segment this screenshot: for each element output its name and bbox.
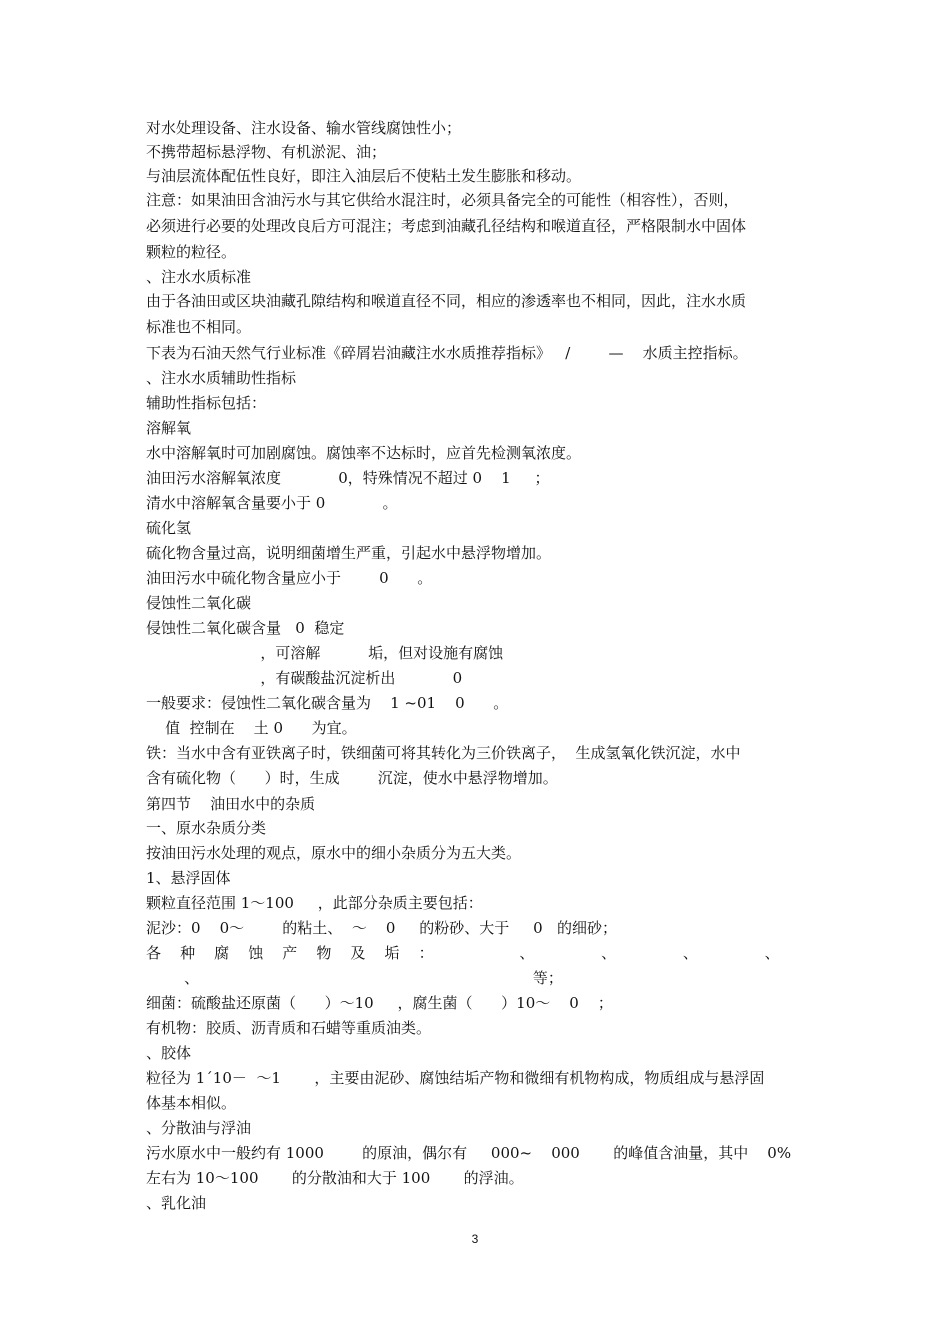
text-line: 侵蚀性二氧化碳含量 0 稳定 [146,619,345,637]
text-line: 油田污水溶解氧浓度 0，特殊情况不超过 0 1 ； [146,469,550,487]
text-line: 水中溶解氧时可加剧腐蚀。腐蚀率不达标时，应首先检测氧浓度。 [146,444,582,462]
section-heading: 、注水水质标准 [146,268,252,286]
subheading: 侵蚀性二氧化碳 [146,594,252,612]
page-number: 3 [471,1232,479,1246]
text-line: 一般要求：侵蚀性二氧化碳含量为 1 ~01 0 。 [146,694,509,712]
text-line: 有机物：胶质、沥青质和石蜡等重质油类。 [146,1019,432,1037]
subheading: 、分散油与浮油 [146,1119,252,1137]
subheading: 、乳化油 [146,1194,207,1212]
section-heading: 第四节 油田水中的杂质 [146,795,316,813]
text-line: ，有碳酸盐沉淀析出 0 [146,669,463,687]
text-line: 粒径为 1´10－ ～1 ，主要由泥砂、腐蚀结垢产物和微细有机物构成，物质组成与悬浮固 [146,1069,765,1087]
text-line: 标准也不相同。 [146,318,252,336]
text-line: 辅助性指标包括： [146,394,267,412]
subheading: 溶解氧 [146,419,192,437]
text-line: 细菌：硫酸盐还原菌（ ）～10 ，腐生菌（ ）10～ 0 ； [146,994,613,1012]
text-line: 不携带超标悬浮物、有机淤泥、油； [146,143,387,161]
text-line: 下表为石油天然气行业标准《碎屑岩油藏注水水质推荐指标》 / — 水质主控指标。 [146,344,748,362]
text-line: 体基本相似。 [146,1094,237,1112]
text-line: 含有硫化物（ ）时，生成 沉淀，使水中悬浮物增加。 [146,769,558,787]
text-line: 颗粒直径范围 1～100 ，此部分杂质主要包括： [146,894,483,912]
text-line: 必须进行必要的处理改良后方可混注；考虑到油藏孔径结构和喉道直径，严格限制水中固体 [146,217,747,235]
text-line: 对水处理设备、注水设备、输水管线腐蚀性小； [146,119,462,137]
text-line: 与油层流体配伍性良好，即注入油层后不使粘土发生膨胀和移动。 [146,167,582,185]
text-line: 、 等； [146,969,563,987]
text-line: 颗粒的粒径。 [146,243,237,261]
text-line: 铁：当水中含有亚铁离子时，铁细菌可将其转化为三价铁离子， 生成氢氧化铁沉淀，水中 [146,744,741,762]
text-line: 油田污水中硫化物含量应小于 0 。 [146,569,433,587]
text-line: 泥沙：0 0～ 的粘土、 ～ 0 的粉砂、大于 0 的细砂； [146,919,617,937]
section-heading: 一、原水杂质分类 [146,819,267,837]
text-line: 各 种 腐 蚀 产 物 及 垢 ： 、 、 、 、 [146,944,780,962]
text-line: 按油田污水处理的观点，原水中的细小杂质分为五大类。 [146,844,522,862]
text-line: 污水原水中一般约有 1000 的原油，偶尔有 000~ 000 的峰值含油量，其中 0% [146,1144,792,1162]
text-line: 左右为 10～100 的分散油和大于 100 的浮油。 [146,1169,524,1187]
subheading: 、胶体 [146,1044,192,1062]
text-line: 值 控制在 土 0 为宜。 [146,719,357,737]
text-line: 由于各油田或区块油藏孔隙结构和喉道直径不同，相应的渗透率也不相同，因此，注水水质 [146,292,747,310]
text-line: 清水中溶解氧含量要小于 0 。 [146,494,398,512]
subheading: 1、悬浮固体 [146,869,231,887]
text-line: ，可溶解 垢，但对设施有腐蚀 [146,644,504,662]
text-line: 硫化物含量过高，说明细菌增生严重，引起水中悬浮物增加。 [146,544,552,562]
subheading: 硫化氢 [146,519,192,537]
section-heading: 、注水水质辅助性指标 [146,369,297,387]
text-line: 注意：如果油田含油污水与其它供给水混注时，必须具备完全的可能性（相容性），否则， [146,191,739,209]
